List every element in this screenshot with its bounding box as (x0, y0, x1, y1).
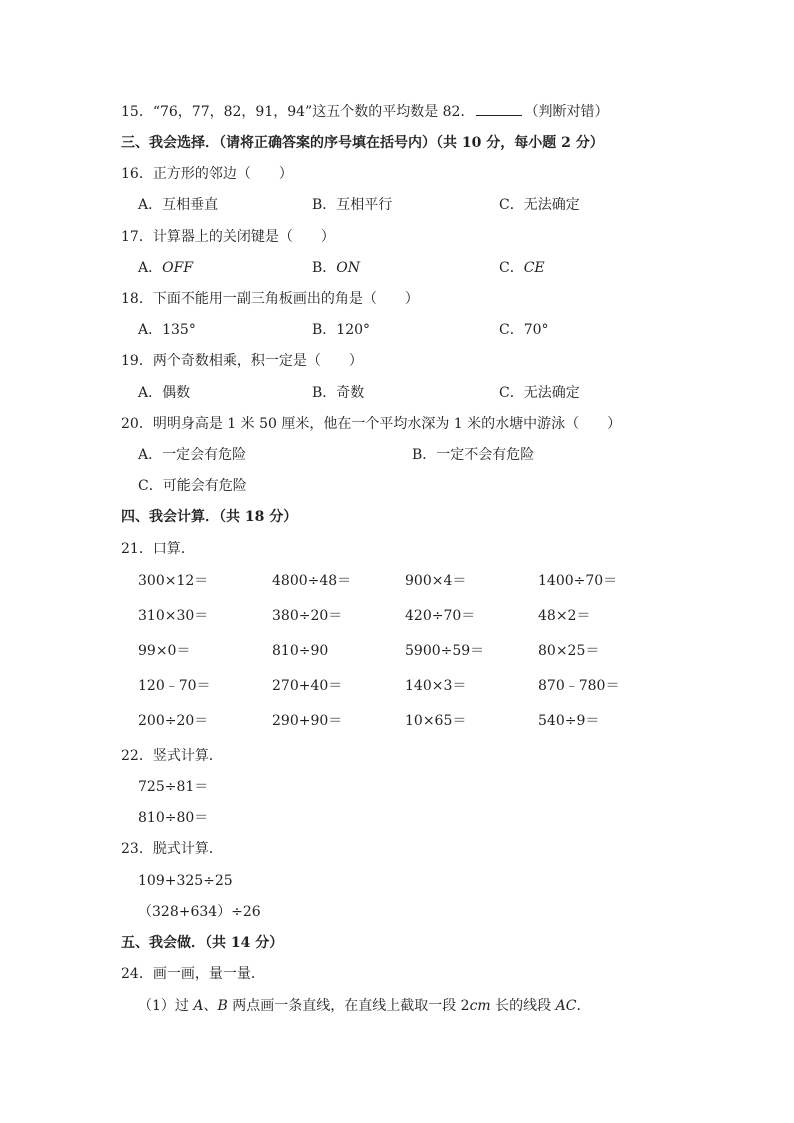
option-18-c: C．70° (499, 322, 549, 338)
calc-item: 900×4＝ (405, 573, 467, 589)
calc-item: 870﹣780＝ (538, 678, 620, 694)
question-15-text: 15．“76，77，82，91，94”这五个数的平均数是 82． (121, 104, 475, 120)
point-a: A (193, 998, 204, 1014)
segment-ac: AC (555, 998, 577, 1014)
calc-item: 140×3＝ (405, 678, 467, 694)
sub1-sep: 、 (203, 998, 218, 1014)
calc-item: 1400÷70＝ (538, 573, 618, 589)
option-16-c: C．无法确定 (499, 197, 580, 213)
calc-item: 4800÷48＝ (272, 573, 352, 589)
option-19-c: C．无法确定 (499, 385, 580, 401)
option-17-a (138, 258, 193, 278)
option-17-c (499, 258, 545, 278)
calc-item: 80×25＝ (538, 643, 600, 659)
vertical-calc-item: 810÷80＝ (138, 810, 209, 826)
calc-item: 290+90＝ (272, 713, 343, 729)
option-18-a: A．135° (138, 322, 196, 338)
point-b: B (217, 998, 228, 1014)
calc-item: 540÷9＝ (538, 713, 600, 729)
question-18-stem: 18．下面不能用一副三角板画出的角是（ ） (121, 291, 419, 307)
question-24-sub1 (138, 996, 590, 1016)
section-3-title: 三、我会选择．（请将正确答案的序号填在括号内）（共 10 分，每小题 2 分） (121, 135, 604, 151)
question-20-stem: 20．明明身高是 1 米 50 厘米，他在一个平均水深为 1 米的水塘中游泳（ ） (121, 416, 622, 432)
option-16-b: B．互相平行 (312, 197, 393, 213)
option-value: ON (336, 260, 361, 276)
question-17-stem: 17．计算器上的关闭键是（ ） (121, 229, 335, 245)
option-20-b: B．一定不会有危险 (412, 447, 535, 463)
question-15 (121, 102, 608, 122)
calc-item: 300×12＝ (138, 573, 209, 589)
option-value: OFF (162, 260, 194, 276)
question-15-suffix: （判断对错） (524, 104, 609, 120)
sub1-prefix: （1）过 (138, 998, 194, 1014)
calc-item: 120﹣70＝ (138, 678, 211, 694)
option-20-c: C．可能会有危险 (138, 478, 247, 494)
question-16-stem: 16．正方形的邻边（ ） (121, 166, 293, 182)
unit-cm: cm (469, 998, 491, 1014)
question-21-stem: 21．口算． (121, 541, 195, 557)
calc-item: 420÷70＝ (405, 608, 476, 624)
question-19-stem: 19．两个奇数相乘，积一定是（ ） (121, 353, 363, 369)
section-5-title: 五、我会做．（共 14 分） (121, 935, 284, 951)
calc-item: 99×0＝ (138, 643, 191, 659)
calc-item: 810÷90 (272, 643, 329, 659)
calc-item: 5900÷59＝ (405, 643, 485, 659)
option-label: B． (312, 260, 337, 276)
calc-item: 310×30＝ (138, 608, 209, 624)
sub1-text2: 长的线段 (490, 998, 556, 1014)
calc-item: 200÷20＝ (138, 713, 209, 729)
option-16-a: A．互相垂直 (138, 197, 219, 213)
calc-item: 48×2＝ (538, 608, 591, 624)
answer-blank[interactable] (476, 102, 522, 116)
option-label: A． (138, 260, 163, 276)
option-19-a: A．偶数 (138, 385, 191, 401)
calc-item: 380÷20＝ (272, 608, 343, 624)
option-20-a: A．一定会有危险 (138, 447, 247, 463)
calc-item: 10×65＝ (405, 713, 467, 729)
option-17-b (312, 258, 360, 278)
option-19-b: B．奇数 (312, 385, 365, 401)
question-23-stem: 23．脱式计算． (121, 841, 223, 857)
option-label: C． (499, 260, 524, 276)
option-18-b: B．120° (312, 322, 371, 338)
question-22-stem: 22．竖式计算． (121, 748, 223, 764)
stepwise-calc-item: 109+325÷25 (138, 873, 233, 889)
question-24-stem: 24．画一画，量一量． (121, 966, 265, 982)
vertical-calc-item: 725÷81＝ (138, 779, 209, 795)
section-4-title: 四、我会计算．（共 18 分） (121, 509, 298, 525)
sub1-text: 两点画一条直线，在直线上截取一段 2 (227, 998, 470, 1014)
sub1-end: ． (576, 998, 591, 1014)
stepwise-calc-item: （328+634）÷26 (138, 904, 261, 920)
calc-item: 270+40＝ (272, 678, 343, 694)
option-value: CE (523, 260, 545, 276)
